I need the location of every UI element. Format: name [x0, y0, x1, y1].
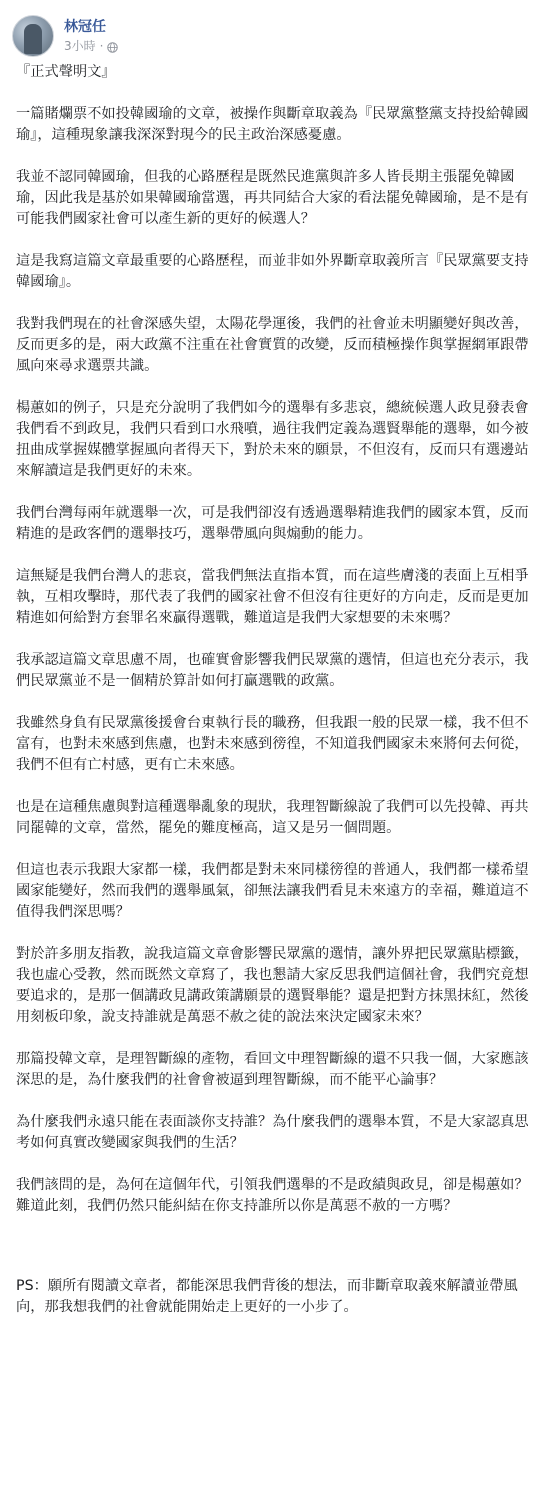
meta-separator: ·: [99, 39, 104, 53]
post-timestamp[interactable]: 3小時: [64, 39, 96, 53]
avatar[interactable]: [12, 15, 54, 57]
post-paragraph: 那篇投韓文章，是理智斷線的產物，看回文中理智斷線的還不只我一個，大家應該深思的是，為什麼我們的社會會被逼到理智斷線，而不能平心論事？: [16, 1051, 529, 1088]
post-meta: [64, 18, 118, 54]
post-paragraph: 也是在這種焦慮與對這種選舉亂象的現狀，我理智斷線說了我們可以先投韓、再共同罷韓的文章，當然，罷免的難度極高，這又是另一個問題。: [16, 799, 529, 836]
post-paragraph: 我對我們現在的社會深感失望，太陽花學運後，我們的社會並未明顯變好與改善，反而更多的是，兩大政黨不注重在社會實質的改變，反而積極操作與掌握網軍跟帶風向來尋求選票共識。: [16, 316, 529, 374]
post-paragraph: 為什麼我們永遠只能在表面談你支持誰？為什麼我們的選舉本質，不是大家認真思考如何真實改變國家與我們的生活？: [16, 1114, 529, 1151]
post-paragraph: 楊蕙如的例子，只是充分說明了我們如今的選舉有多悲哀，總統候選人政見發表會我們看不到政見，我們只看到口水飛噴，過往我們定義為選賢舉能的選舉，如今被扭曲成掌握媒體掌握風向者得天下，對於未來的願景，不但沒有，反而只有選邊站來解讀這是我們更好的未來。: [16, 400, 529, 479]
post-body: [12, 62, 543, 1318]
post-paragraph: 我並不認同韓國瑜，但我的心路歷程是既然民進黨與許多人皆長期主張罷免韓國瑜，因此我是基於如果韓國瑜當選，再共同結合大家的看法罷免韓國瑜，是不是有可能我們國家社會可以產生新的更好的候選人？: [16, 169, 529, 227]
post-paragraph: 對於許多朋友指教，說我這篇文章會影響民眾黨的選情，讓外界把民眾黨貼標籤，我也虛心受教，然而既然文章寫了，我也懇請大家反思我們這個社會，我們究竟想要追求的，是那一個講政見講政策講願景的選賢舉能？還是把對方抹黑抹紅，然後用刻板印象，說支持誰就是萬惡不赦之徒的說法來決定國家未來？: [16, 946, 529, 1025]
post-paragraph: 這是我寫這篇文章最重要的心路歷程，而並非如外界斷章取義所言『民眾黨要支持韓國瑜』。: [16, 253, 529, 290]
post-sub-meta: [64, 38, 118, 54]
post-paragraph: 我們該問的是，為何在這個年代，引領我們選舉的不是政績與政見，卻是楊蕙如？難道此刻，我們仍然只能糾結在你支持誰所以你是萬惡不赦的一方嗎？: [16, 1177, 529, 1214]
post-paragraph: 一篇賭爛票不如投韓國瑜的文章，被操作與斷章取義為『民眾黨整黨支持投給韓國瑜』，這種現象讓我深深對現今的民主政治深感憂慮。: [16, 106, 529, 143]
post-paragraph: 我承認這篇文章思慮不周，也確實會影響我們民眾黨的選情，但這也充分表示，我們民眾黨並不是一個精於算計如何打贏選戰的政黨。: [16, 652, 529, 689]
post-paragraph: 『正式聲明文』: [16, 64, 116, 80]
post-paragraph: 但這也表示我跟大家都一樣，我們都是對未來同樣徬徨的普通人，我們都一樣希望國家能變好，然而我們的選舉風氣，卻無法讓我們看見未來遠方的幸福，難道這不值得我們深思嗎？: [16, 862, 529, 920]
post-paragraph: 我雖然身負有民眾黨後援會台東執行長的職務，但我跟一般的民眾一樣，我不但不富有，也對未來感到焦慮，也對未來感到徬徨，不知道我們國家未來將何去何從，我們不但有亡村感，更有亡未來感。: [16, 715, 529, 773]
author-name[interactable]: 林冠任: [64, 19, 106, 35]
spacer: [16, 1238, 537, 1276]
post-header: [12, 0, 543, 62]
post-paragraph: 這無疑是我們台灣人的悲哀，當我們無法直指本質，而在這些膚淺的表面上互相爭執，互相攻擊時，那代表了我們的國家社會不但沒有往更好的方向走，反而是更加精進如何給對方套罪名來贏得選戰，難道這是我們大家想要的未來嗎？: [16, 568, 529, 626]
globe-icon[interactable]: [107, 41, 118, 52]
post-ps: PS：願所有閱讀文章者，都能深思我們背後的想法，而非斷章取義來解讀並帶風向，那我想我們的社會就能開始走上更好的一小步了。: [16, 1278, 518, 1315]
post-paragraph: 我們台灣每兩年就選舉一次，可是我們卻沒有透過選舉精進我們的國家本質，反而精進的是政客們的選舉技巧，選舉帶風向與煽動的能力。: [16, 505, 529, 542]
